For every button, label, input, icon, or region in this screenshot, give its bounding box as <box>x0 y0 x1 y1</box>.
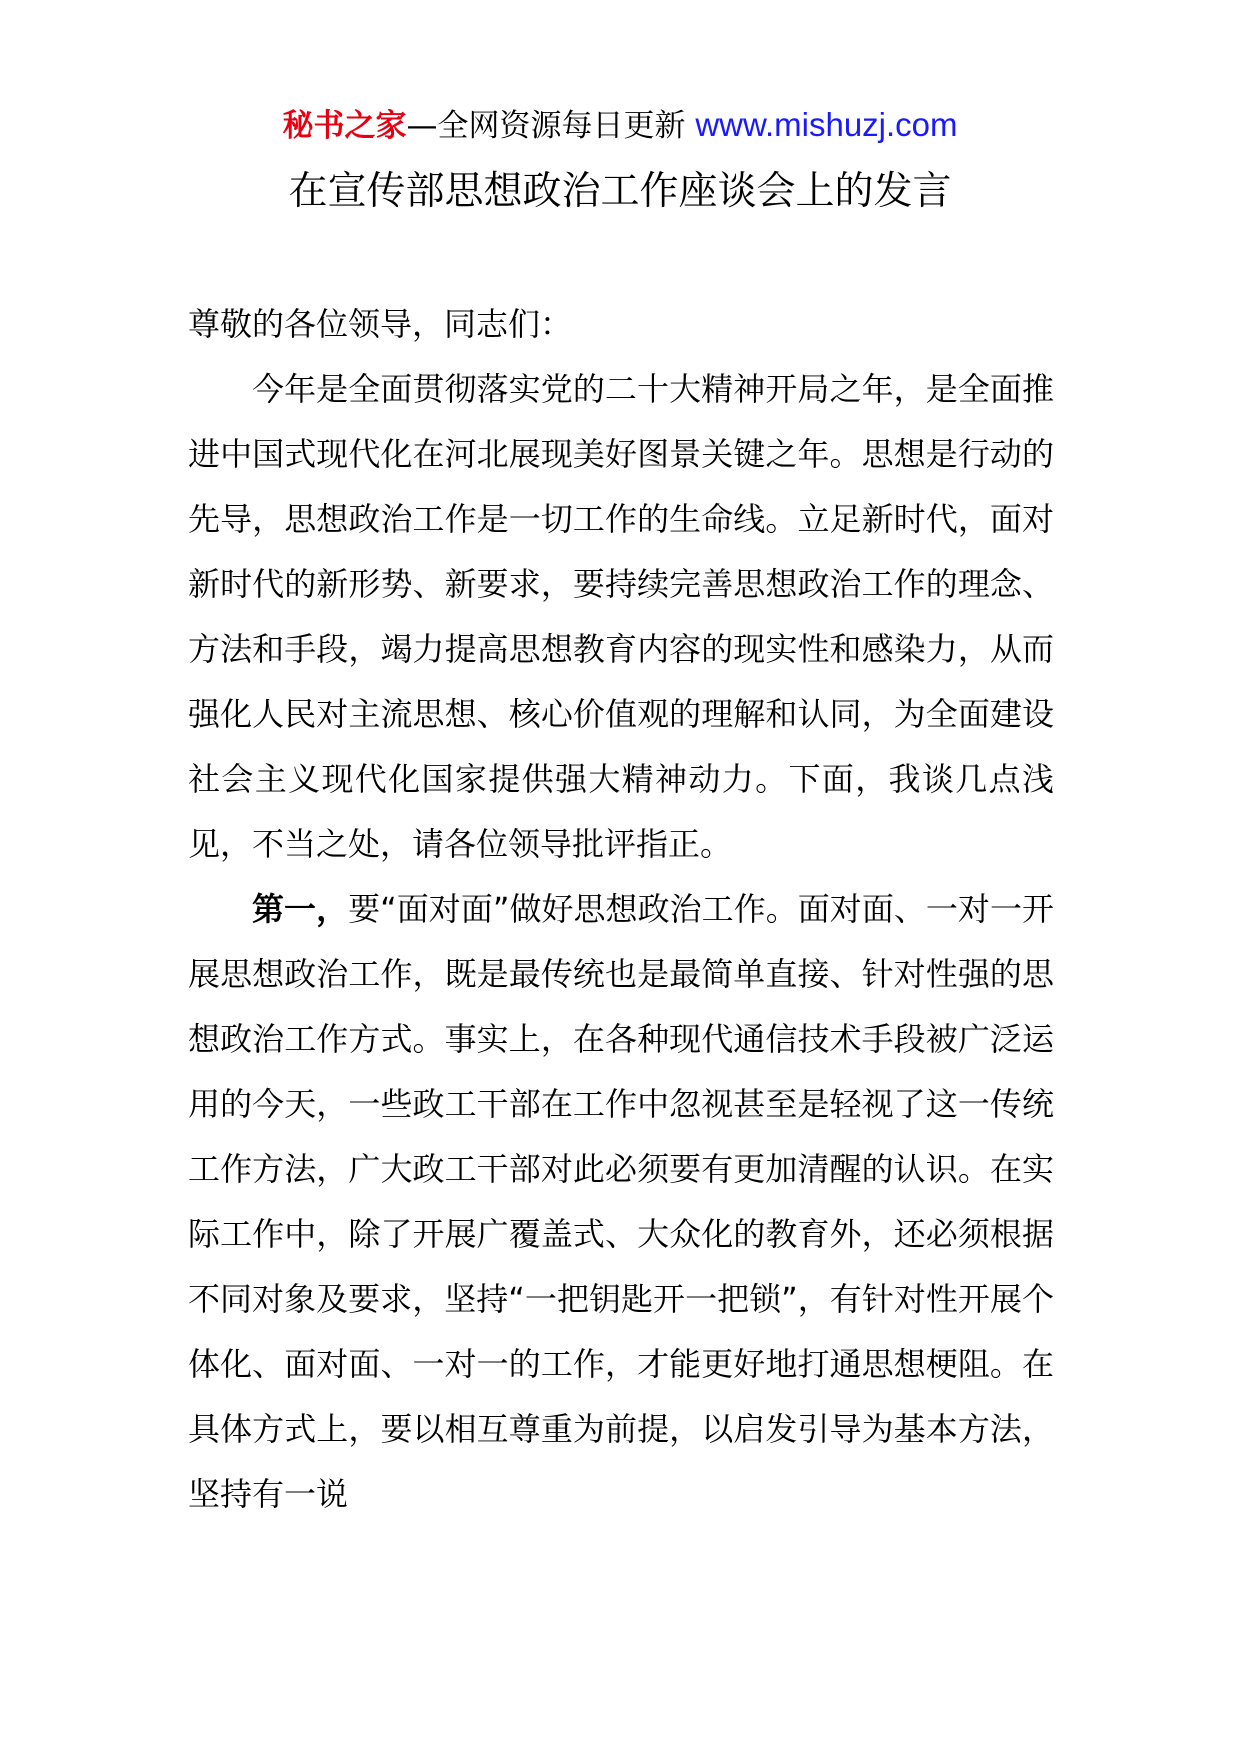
brand-name: 秘书之家 <box>282 108 407 144</box>
site-url-link[interactable]: www.mishuzj.com <box>695 106 958 143</box>
site-header <box>0 100 1240 151</box>
document-title: 在宣传部思想政治工作座谈会上的发言 <box>288 169 952 214</box>
paragraph-intro: 今年是全面贯彻落实党的二十大精神开局之年，是全面推进中国式现代化在河北展现美好图景关键之年。思想是行动的先导，思想政治工作是一切工作的生命线。立足新时代，面对新时代的新形势、新要求，要持续完善思想政治工作的理念、方法和手段，竭力提高思想教育内容的现实性和感染力，从而强化人民对主流思想、核心价值观的理解和认同，为全面建设社会主义现代化国家提供强大精神动力。下面，我谈几点浅见，不当之处，请各位领导批评指正。 <box>188 370 1054 863</box>
paragraph-point-one <box>188 877 1054 1527</box>
salutation: 尊敬的各位领导，同志们： <box>188 305 573 343</box>
document-body <box>188 292 1054 1527</box>
paragraph-point-one-body: 要“面对面”做好思想政治工作。面对面、一对一开展思想政治工作，既是最传统也是最简单直接、针对性强的思想政治工作方式。事实上，在各种现代通信技术手段被广泛运用的今天，一些政工干部在工作中忽视甚至是轻视了这一传统工作方法，广大政工干部对此必须要有更加清醒的认识。在实际工作中，除了开展广覆盖式、大众化的教育外，还必须根据不同对象及要求，坚持“一把钥匙开一把锁”，有针对性开展个体化、面对面、一对一的工作，才能更好地打通思想梗阻。在具体方式上，要以相互尊重为前提，以启发引导为基本方法，坚持有一说 <box>188 890 1054 1513</box>
header-slogan: —全网资源每日更新 <box>406 108 686 144</box>
paragraph-point-one-lead: 第一， <box>252 890 349 928</box>
